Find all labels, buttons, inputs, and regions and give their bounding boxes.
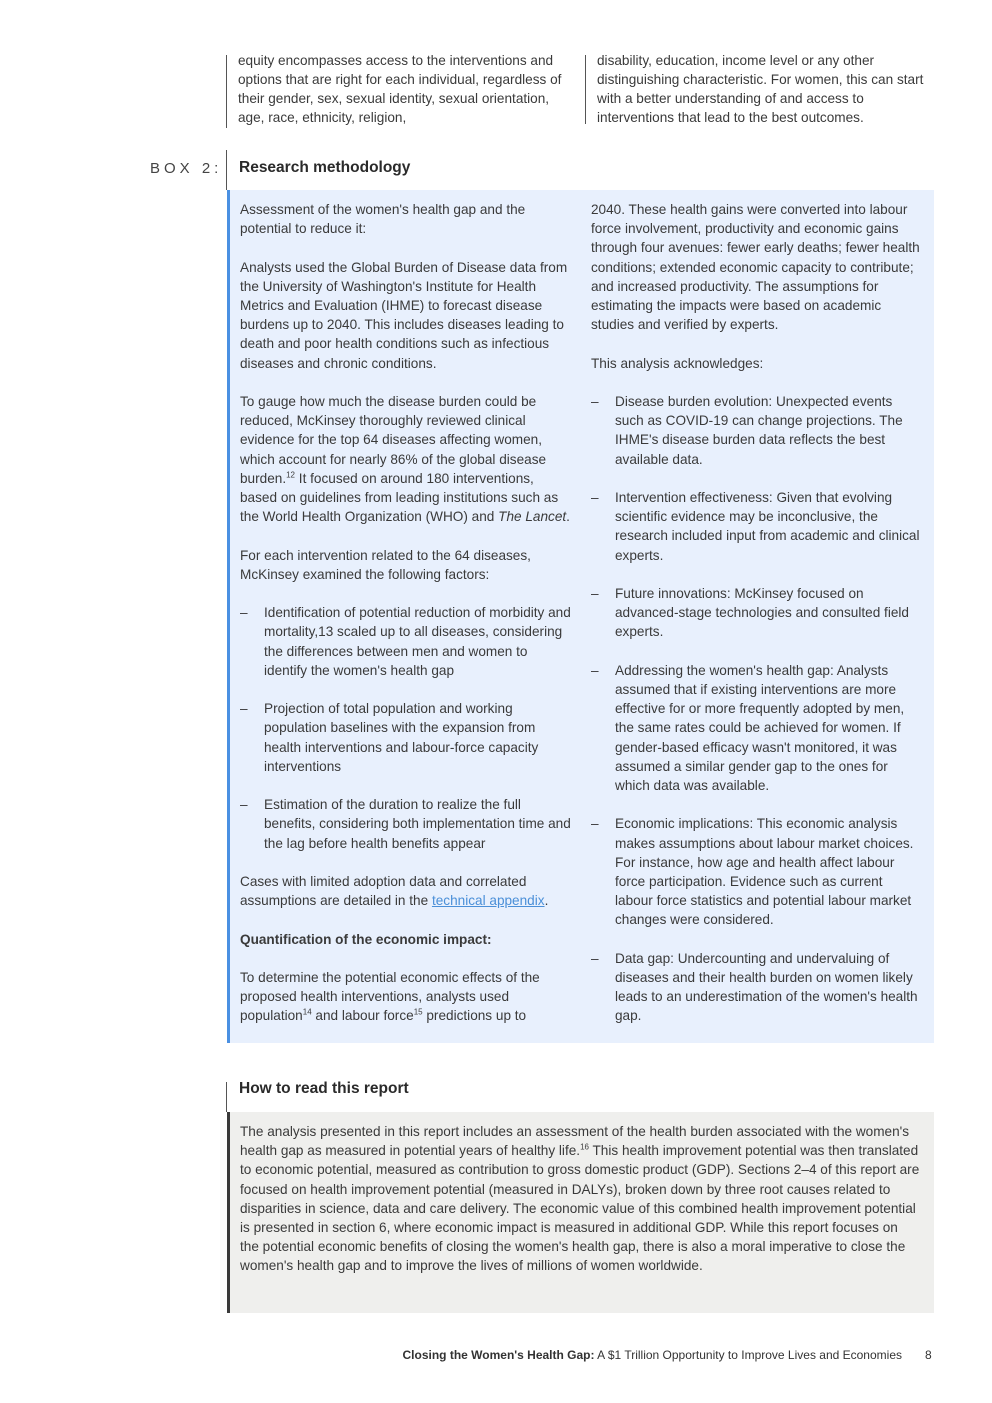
methodology-paragraph: Cases with limited adoption data and correlated assumptions are detailed in the technical appendix.: [240, 874, 549, 909]
footnote-ref: 14: [302, 1007, 312, 1017]
footnote-ref: 16: [580, 1142, 589, 1152]
list-item: – Data gap: Undercounting and undervaluing of diseases and their health burden on women likely leads to an underestimation of the women's health gap.: [591, 950, 918, 1024]
footnote-ref: 12: [286, 470, 296, 480]
box-title: Research methodology: [239, 159, 411, 176]
technical-appendix-link[interactable]: technical appendix: [431, 893, 545, 909]
list-item: – Economic implications: This economic analysis makes assumptions about labour market choices. For instance, how age and health affect labour force participation. Evidence such as current labour force statistics and potential labour market changes were considered.: [591, 816, 914, 928]
box-heading-rule: [226, 150, 227, 190]
methodology-paragraph: 2040. These health gains were converted into labour force involvement, productivity and economic gains through four avenues: fewer early deaths; fewer health conditions; extended economic capacity to contribute; and increased productivity. The assumptions for estimating the impacts were based on academic studies and verified by experts.: [591, 202, 920, 333]
methodology-paragraph: For each intervention related to the 64 diseases, McKinsey examined the following factors:: [240, 547, 531, 582]
methodology-paragraph: This analysis acknowledges:: [591, 355, 764, 371]
intro-right-column: [597, 51, 927, 127]
methodology-left-column: [240, 200, 573, 1026]
economic-impact-subheading: Quantification of the economic impact:: [240, 931, 492, 947]
methodology-intro: Assessment of the women's health gap and the potential to reduce it:: [240, 202, 526, 237]
list-item: – Identification of potential reduction of morbidity and mortality,13 scaled up to all diseases, considering the differences between men and women to identify the women's health gap: [240, 605, 571, 678]
list-item: – Disease burden evolution: Unexpected events such as COVID-19 can change projections. The IHME's disease burden data reflects the best available data.: [591, 394, 903, 467]
intro-right-text: disability, education, income level or any other distinguishing characteristic. For women, this can start with a better understanding of and access to interventions that lead to the best outcomes.: [597, 53, 924, 125]
read-title: How to read this report: [239, 1080, 409, 1097]
list-item: – Addressing the women's health gap: Analysts assumed that if existing interventions are more effective for or more frequently adopted by men, the same rates could be achieved for women. If gender-based efficacy wasn't monitored, it was assumed a similar gender gap to the ones for which data was available.: [591, 662, 905, 794]
footnote-ref: 15: [413, 1007, 423, 1017]
intro-right-rule: [585, 55, 586, 124]
list-item: – Future innovations: McKinsey focused on advanced-stage technologies and consulted field experts.: [591, 586, 909, 640]
read-heading-rule: [226, 1082, 227, 1112]
methodology-paragraph: To determine the potential economic effects of the proposed health interventions, analysts used population$^{14}$ and labour force$^{15}$ predictions up to: [240, 969, 540, 1024]
intro-left-column: [238, 51, 568, 127]
list-item: – Estimation of the duration to realize the full benefits, considering both implementation time and the lag before health benefits appear: [240, 797, 571, 851]
methodology-paragraph: Analysts used the Global Burden of Disease data from the University of Washington's Institute for Health Metrics and Evaluation (IHME) to forecast disease burdens up to 2040. This includes diseases leading to death and poor health conditions such as infectious diseases and chronic conditions.: [240, 259, 568, 371]
list-item: – Projection of total population and working population baselines with the expansion from health interventions and labour-force capacity interventions: [240, 701, 539, 774]
methodology-paragraph: To gauge how much the disease burden could be reduced, McKinsey thoroughly reviewed clinical evidence for the top 64 diseases affecting women, which account for nearly 86% of the global disease burden.$^{12}$ It focused on around 180 interventions, based on guidelines from leading institutions such as the World Health Organization (WHO) and The Lancet.: [240, 394, 570, 525]
intro-left-rule: [226, 55, 227, 128]
box-label: BOX 2:: [150, 160, 223, 177]
read-text: The analysis presented in this report includes an assessment of the health burden associated with the women's health gap as measured in potential years of healthy life.$^{16}$ This health improvement potential was then translated to economic potential, measured as contribution to gross domestic product (GDP). Sections 2–4 of this report are focused on health improvement potential (measured in DALYs), broken down by three root causes related to disparities in science, data and care delivery. The economic value of this combined health improvement potential is presented in section 6, where economic impact is measured in additional GDP. While this report focuses on the potential economic benefits of closing the women's health gap, there is also a moral imperative to close the women's health gap and to improve the lives of millions of women worldwide.: [240, 1124, 920, 1274]
footer-title: Closing the Women's Health Gap: A $1 Trillion Opportunity to Improve Lives and Economies: [402, 1348, 902, 1362]
list-item: – Intervention effectiveness: Given that evolving scientific evidence may be inconclusive, the research included input from academic and clinical experts.: [591, 490, 920, 563]
methodology-right-column: [591, 200, 921, 1026]
intro-left-text: equity encompasses access to the interventions and options that are right for each individual, regardless of their gender, sex, sexual identity, sexual orientation, age, race, ethnicity, religion,: [238, 53, 562, 125]
page-number: 8: [925, 1348, 932, 1362]
